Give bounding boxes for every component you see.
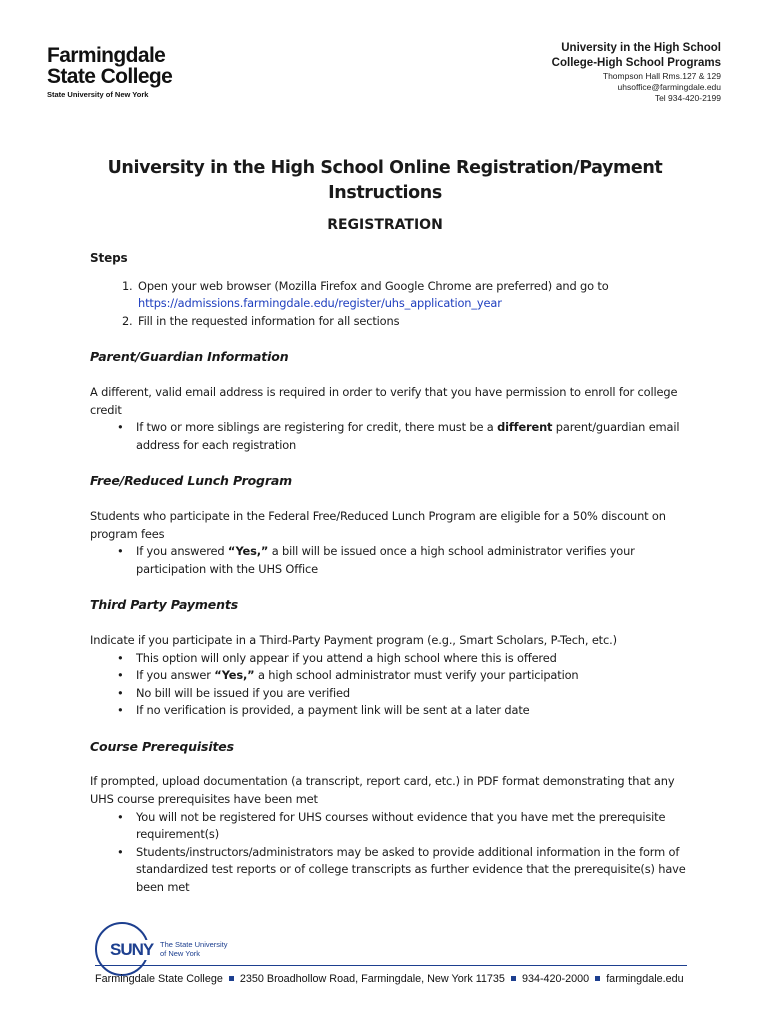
footer-website[interactable]: farmingdale.edu bbox=[606, 973, 684, 985]
footer-college: Farmingdale State College bbox=[95, 973, 223, 985]
section-heading-parent: Parent/Guardian Information bbox=[90, 349, 289, 365]
lunch-paragraph: Students who participate in the Federal Free/Reduced Lunch Program are eligible for a 50% discount on program fees bbox=[90, 508, 666, 541]
office-name: University in the High School bbox=[561, 42, 721, 54]
step-item bbox=[136, 313, 690, 331]
steps-heading: Steps bbox=[90, 251, 128, 265]
suny-logo-word: SUNY bbox=[110, 940, 154, 959]
suny-sub-line-2: of New York bbox=[160, 949, 201, 958]
list-item: • No bill will be issued if you are verified bbox=[136, 685, 690, 703]
list-item: • Students/instructors/administrators may be asked to provide additional information in the form of standardized test reports or of college transcripts as further evidence that the prerequisite(s) have been met bbox=[136, 844, 690, 897]
logo-line-1: Farmingdale bbox=[47, 44, 166, 67]
step-item bbox=[136, 278, 690, 313]
lunch-bullets bbox=[90, 543, 690, 578]
step-1-text: Open your web browser (Mozilla Firefox and Google Chrome are preferred) and go to bbox=[138, 278, 609, 293]
list-item: • If no verification is provided, a payment link will be sent at a later date bbox=[136, 702, 690, 720]
prerequisites-paragraph: If prompted, upload documentation (a transcript, report card, etc.) in PDF format demonstrating that any UHS course prerequisites have been met bbox=[90, 774, 675, 807]
office-contact-block bbox=[552, 41, 721, 104]
bullet-emphasis: different bbox=[497, 420, 553, 435]
section-heading-prerequisites: Course Prerequisites bbox=[90, 738, 234, 754]
footer-divider bbox=[95, 965, 687, 966]
section-heading-lunch: Free/Reduced Lunch Program bbox=[90, 473, 292, 489]
logo-line-3: State University of New York bbox=[47, 90, 149, 99]
bullet-text: If two or more siblings are registering for credit, there must be a bbox=[136, 420, 498, 435]
separator-square-icon bbox=[595, 976, 600, 981]
list-item bbox=[136, 543, 690, 578]
prerequisites-bullets bbox=[90, 809, 690, 897]
bullet-text: If you answered bbox=[136, 544, 228, 559]
separator-square-icon bbox=[511, 976, 516, 981]
steps-list bbox=[90, 278, 690, 331]
list-item: • You will not be registered for UHS courses without evidence that you have met the prerequisite requirement(s) bbox=[136, 809, 690, 844]
section-heading-third-party: Third Party Payments bbox=[90, 597, 238, 613]
registration-link[interactable]: https://admissions.farmingdale.edu/register/uhs_application_year bbox=[138, 296, 502, 311]
bullet-emphasis: “Yes,” bbox=[214, 668, 255, 683]
parent-paragraph: A different, valid email address is required in order to verify that you have permission to enroll for college credit bbox=[90, 384, 678, 417]
suny-sub-line-1: The State University bbox=[160, 940, 228, 949]
list-item: • This option will only appear if you attend a high school where this is offered bbox=[136, 650, 690, 668]
footer-phone: 934-420-2000 bbox=[521, 973, 590, 985]
suny-logo-subtitle bbox=[160, 940, 228, 958]
bullet-emphasis: “Yes,” bbox=[227, 544, 269, 559]
document-title: University in the High School Online Registration/Payment Instructions bbox=[107, 158, 663, 203]
office-email: uhsoffice@farmingdale.edu bbox=[617, 82, 721, 92]
third-party-bullets bbox=[90, 650, 690, 720]
document-body bbox=[90, 250, 690, 897]
footer-contact-line bbox=[95, 973, 684, 985]
bullet-text: parent/guardian email address for each registration bbox=[136, 420, 680, 452]
office-address: Thompson Hall Rms.127 & 129 bbox=[602, 71, 721, 81]
list-item bbox=[136, 667, 690, 685]
bullet-text: a high school administrator must verify your participation bbox=[254, 668, 579, 683]
separator-square-icon bbox=[229, 976, 234, 981]
farmingdale-logo bbox=[47, 45, 172, 99]
bullet-text: a bill will be issued once a high school administrator verifies your participation with the UHS Office bbox=[136, 544, 635, 576]
step-2-text: Fill in the requested information for all sections bbox=[138, 313, 400, 328]
office-phone: Tel 934-420-2199 bbox=[654, 93, 721, 103]
logo-line-2: State College bbox=[47, 65, 173, 88]
office-program: College-High School Programs bbox=[551, 57, 721, 69]
document-subtitle: REGISTRATION bbox=[327, 217, 443, 233]
bullet-text: If you answer bbox=[136, 668, 215, 683]
third-party-paragraph: Indicate if you participate in a Third-Party Payment program (e.g., Smart Scholars, P-Tech, etc.) bbox=[90, 632, 617, 647]
parent-bullets bbox=[90, 419, 690, 454]
footer-address: 2350 Broadhollow Road, Farmingdale, New York 11735 bbox=[239, 973, 505, 985]
list-item bbox=[136, 419, 690, 454]
